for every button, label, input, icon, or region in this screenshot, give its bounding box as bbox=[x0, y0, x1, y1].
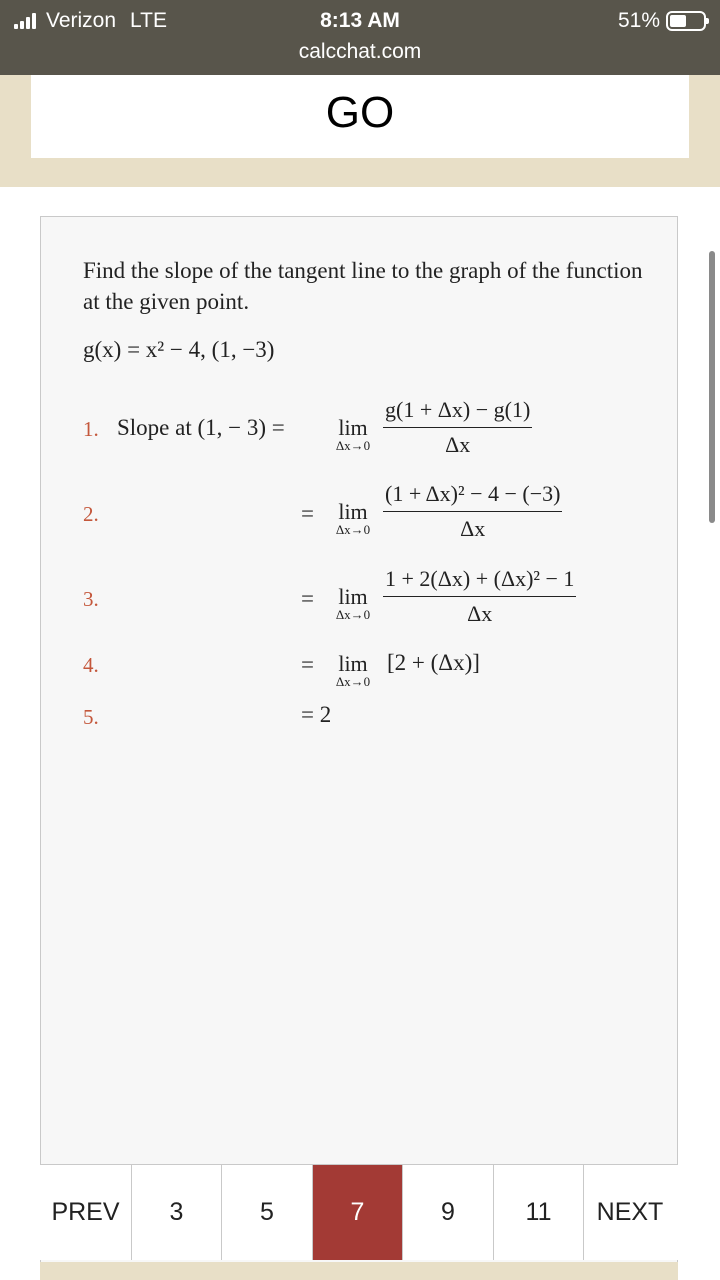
denominator: Δx bbox=[467, 601, 493, 626]
step-number: 3. bbox=[83, 587, 99, 611]
page-link-11[interactable]: 11 bbox=[494, 1165, 584, 1260]
step-label: Slope at (1, − 3) = bbox=[117, 415, 285, 440]
clock: 8:13 AM bbox=[320, 9, 400, 32]
battery-info bbox=[618, 6, 706, 36]
lim-subscript: Δx→0 bbox=[335, 674, 371, 689]
step-number: 5. bbox=[83, 705, 99, 729]
numerator: (1 + Δx)² − 4 − (−3) bbox=[383, 481, 562, 512]
function-definition: g(x) = x² − 4, (1, −3) bbox=[83, 337, 275, 362]
lim-text: lim bbox=[338, 651, 368, 676]
prev-button[interactable]: PREV bbox=[40, 1165, 132, 1260]
step-number: 4. bbox=[83, 653, 99, 677]
search-band bbox=[0, 75, 720, 187]
equals-sign: = bbox=[301, 586, 314, 611]
fraction bbox=[383, 397, 532, 458]
page-link-7-current[interactable]: 7 bbox=[313, 1165, 403, 1260]
limit-expression: [2 + (Δx)] bbox=[387, 650, 480, 675]
problem-statement: Find the slope of the tangent line to the graph of the function at the given point. bbox=[83, 258, 643, 314]
address-bar-url[interactable]: calcchat.com bbox=[298, 40, 422, 63]
numerator: 1 + 2(Δx) + (Δx)² − 1 bbox=[383, 566, 576, 597]
battery-icon bbox=[666, 11, 706, 31]
scrollbar[interactable] bbox=[709, 251, 715, 523]
numerator: g(1 + Δx) − g(1) bbox=[383, 397, 532, 428]
denominator: Δx bbox=[460, 516, 486, 541]
step-number: 1. bbox=[83, 417, 99, 441]
limit-operator bbox=[327, 417, 379, 452]
limit-operator bbox=[327, 653, 379, 688]
go-button[interactable]: GO bbox=[325, 88, 395, 137]
lim-text: lim bbox=[338, 499, 368, 524]
lim-subscript: Δx→0 bbox=[335, 607, 371, 622]
search-box bbox=[31, 75, 689, 158]
limit-operator bbox=[327, 501, 379, 536]
network-type: LTE bbox=[130, 9, 168, 32]
pagination bbox=[40, 1164, 678, 1260]
solution-content bbox=[41, 217, 677, 1157]
limit-operator bbox=[327, 586, 379, 621]
next-button[interactable]: NEXT bbox=[596, 1198, 664, 1226]
page-link-5[interactable]: 5 bbox=[222, 1165, 313, 1260]
battery-percent: 51% bbox=[617, 9, 660, 32]
final-result: = 2 bbox=[301, 702, 332, 727]
equals-sign: = bbox=[301, 652, 314, 677]
equals-sign: = bbox=[301, 501, 314, 526]
carrier-name: Verizon bbox=[46, 9, 117, 32]
footer-band bbox=[40, 1262, 678, 1280]
lim-subscript: Δx→0 bbox=[335, 522, 371, 537]
fraction bbox=[383, 566, 576, 627]
page-link-9[interactable]: 9 bbox=[403, 1165, 494, 1260]
page-link-3[interactable]: 3 bbox=[132, 1165, 222, 1260]
step-number: 2. bbox=[83, 502, 99, 526]
status-bar bbox=[0, 0, 720, 75]
lim-text: lim bbox=[338, 415, 368, 440]
lim-text: lim bbox=[338, 584, 368, 609]
denominator: Δx bbox=[445, 432, 471, 457]
fraction bbox=[383, 481, 562, 542]
lim-subscript: Δx→0 bbox=[335, 438, 371, 453]
solution-card bbox=[40, 216, 678, 1266]
